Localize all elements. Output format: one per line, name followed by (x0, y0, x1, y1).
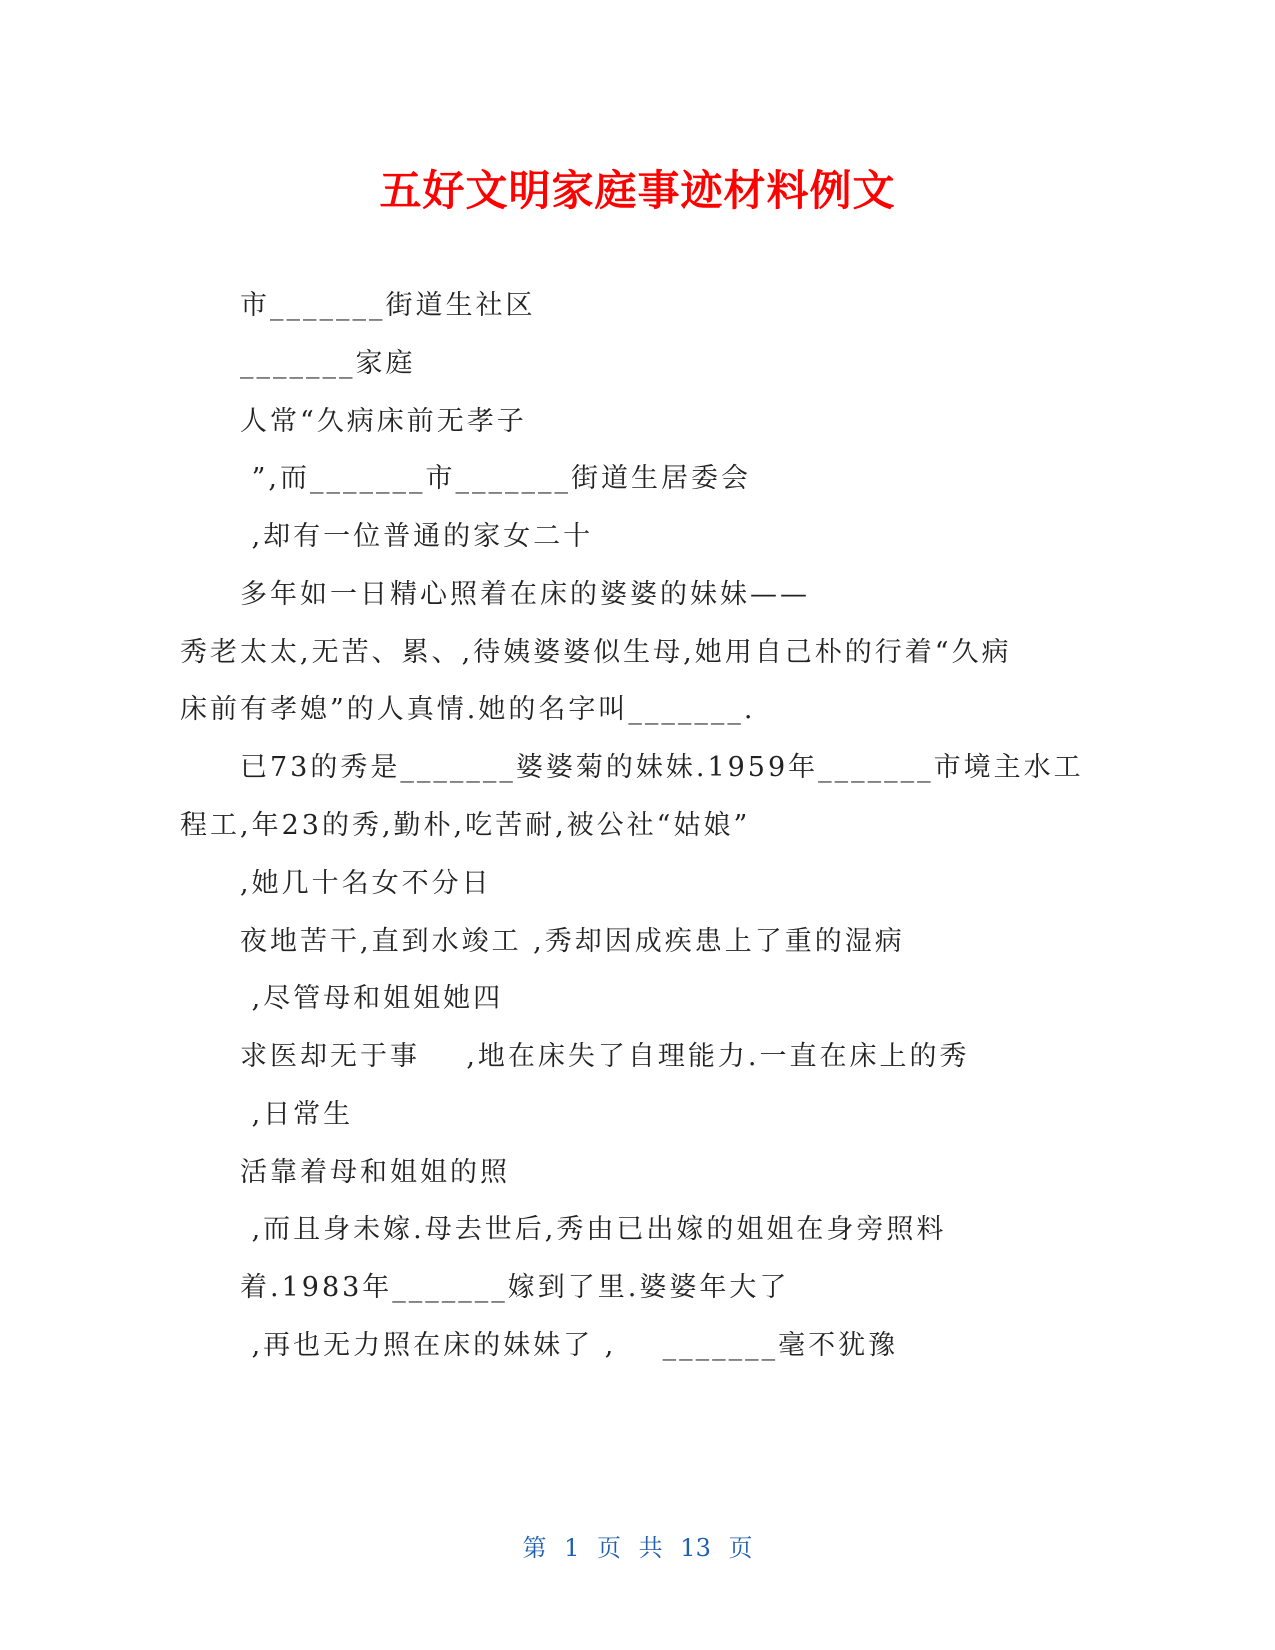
body-line: _______家庭 (240, 348, 416, 379)
body-line: 夜地苦干,直到水竣工 ,秀却因成疾患上了重的湿病 (240, 926, 905, 957)
body-line: ,而且身未嫁.母去世后,秀由已出嫁的姐姐在身旁照料 (240, 1214, 947, 1245)
body-line: ,再也无力照在床的妹妹了 , _______毫不犹豫 (240, 1330, 899, 1361)
body-line: 程工,年23的秀,勤朴,吃苦耐,被公社“姑娘” (180, 810, 751, 841)
body-line: 秀老太太,无苦、累、,待姨婆婆似生母,她用自己朴的行着“久病 (180, 637, 1012, 668)
body-line: ,她几十名女不分日 (240, 868, 492, 899)
page-number-footer: 第 1 页 共 13 页 (522, 1534, 753, 1562)
body-line: 求医却无于事 ,地在床失了自理能力.一直在床上的秀 (240, 1041, 970, 1072)
body-line: 市_______街道生社区 (240, 290, 536, 321)
body-line: 床前有孝媳”的人真情.她的名字叫_______. (180, 694, 756, 725)
body-line: 活靠着母和姐姐的照 (240, 1157, 510, 1188)
body-line: ,日常生 (240, 1099, 354, 1130)
body-line: 着.1983年_______嫁到了里.婆婆年大了 (240, 1272, 790, 1303)
body-line: ,尽管母和姐姐她四 (240, 983, 504, 1014)
body-line: 多年如一日精心照着在床的婆婆的妹妹—— (240, 579, 810, 610)
document-title: 五好文明家庭事迹材料例文 (379, 166, 896, 215)
body-line: ,却有一位普通的家女二十 (240, 521, 594, 552)
body-line: 人常“久病床前无孝子 (240, 406, 527, 437)
body-line: ”,而_______市_______街道生居委会 (240, 463, 751, 494)
body-line: 已73的秀是_______婆婆菊的妹妹.1959年_______市境主水工 (240, 752, 1084, 783)
